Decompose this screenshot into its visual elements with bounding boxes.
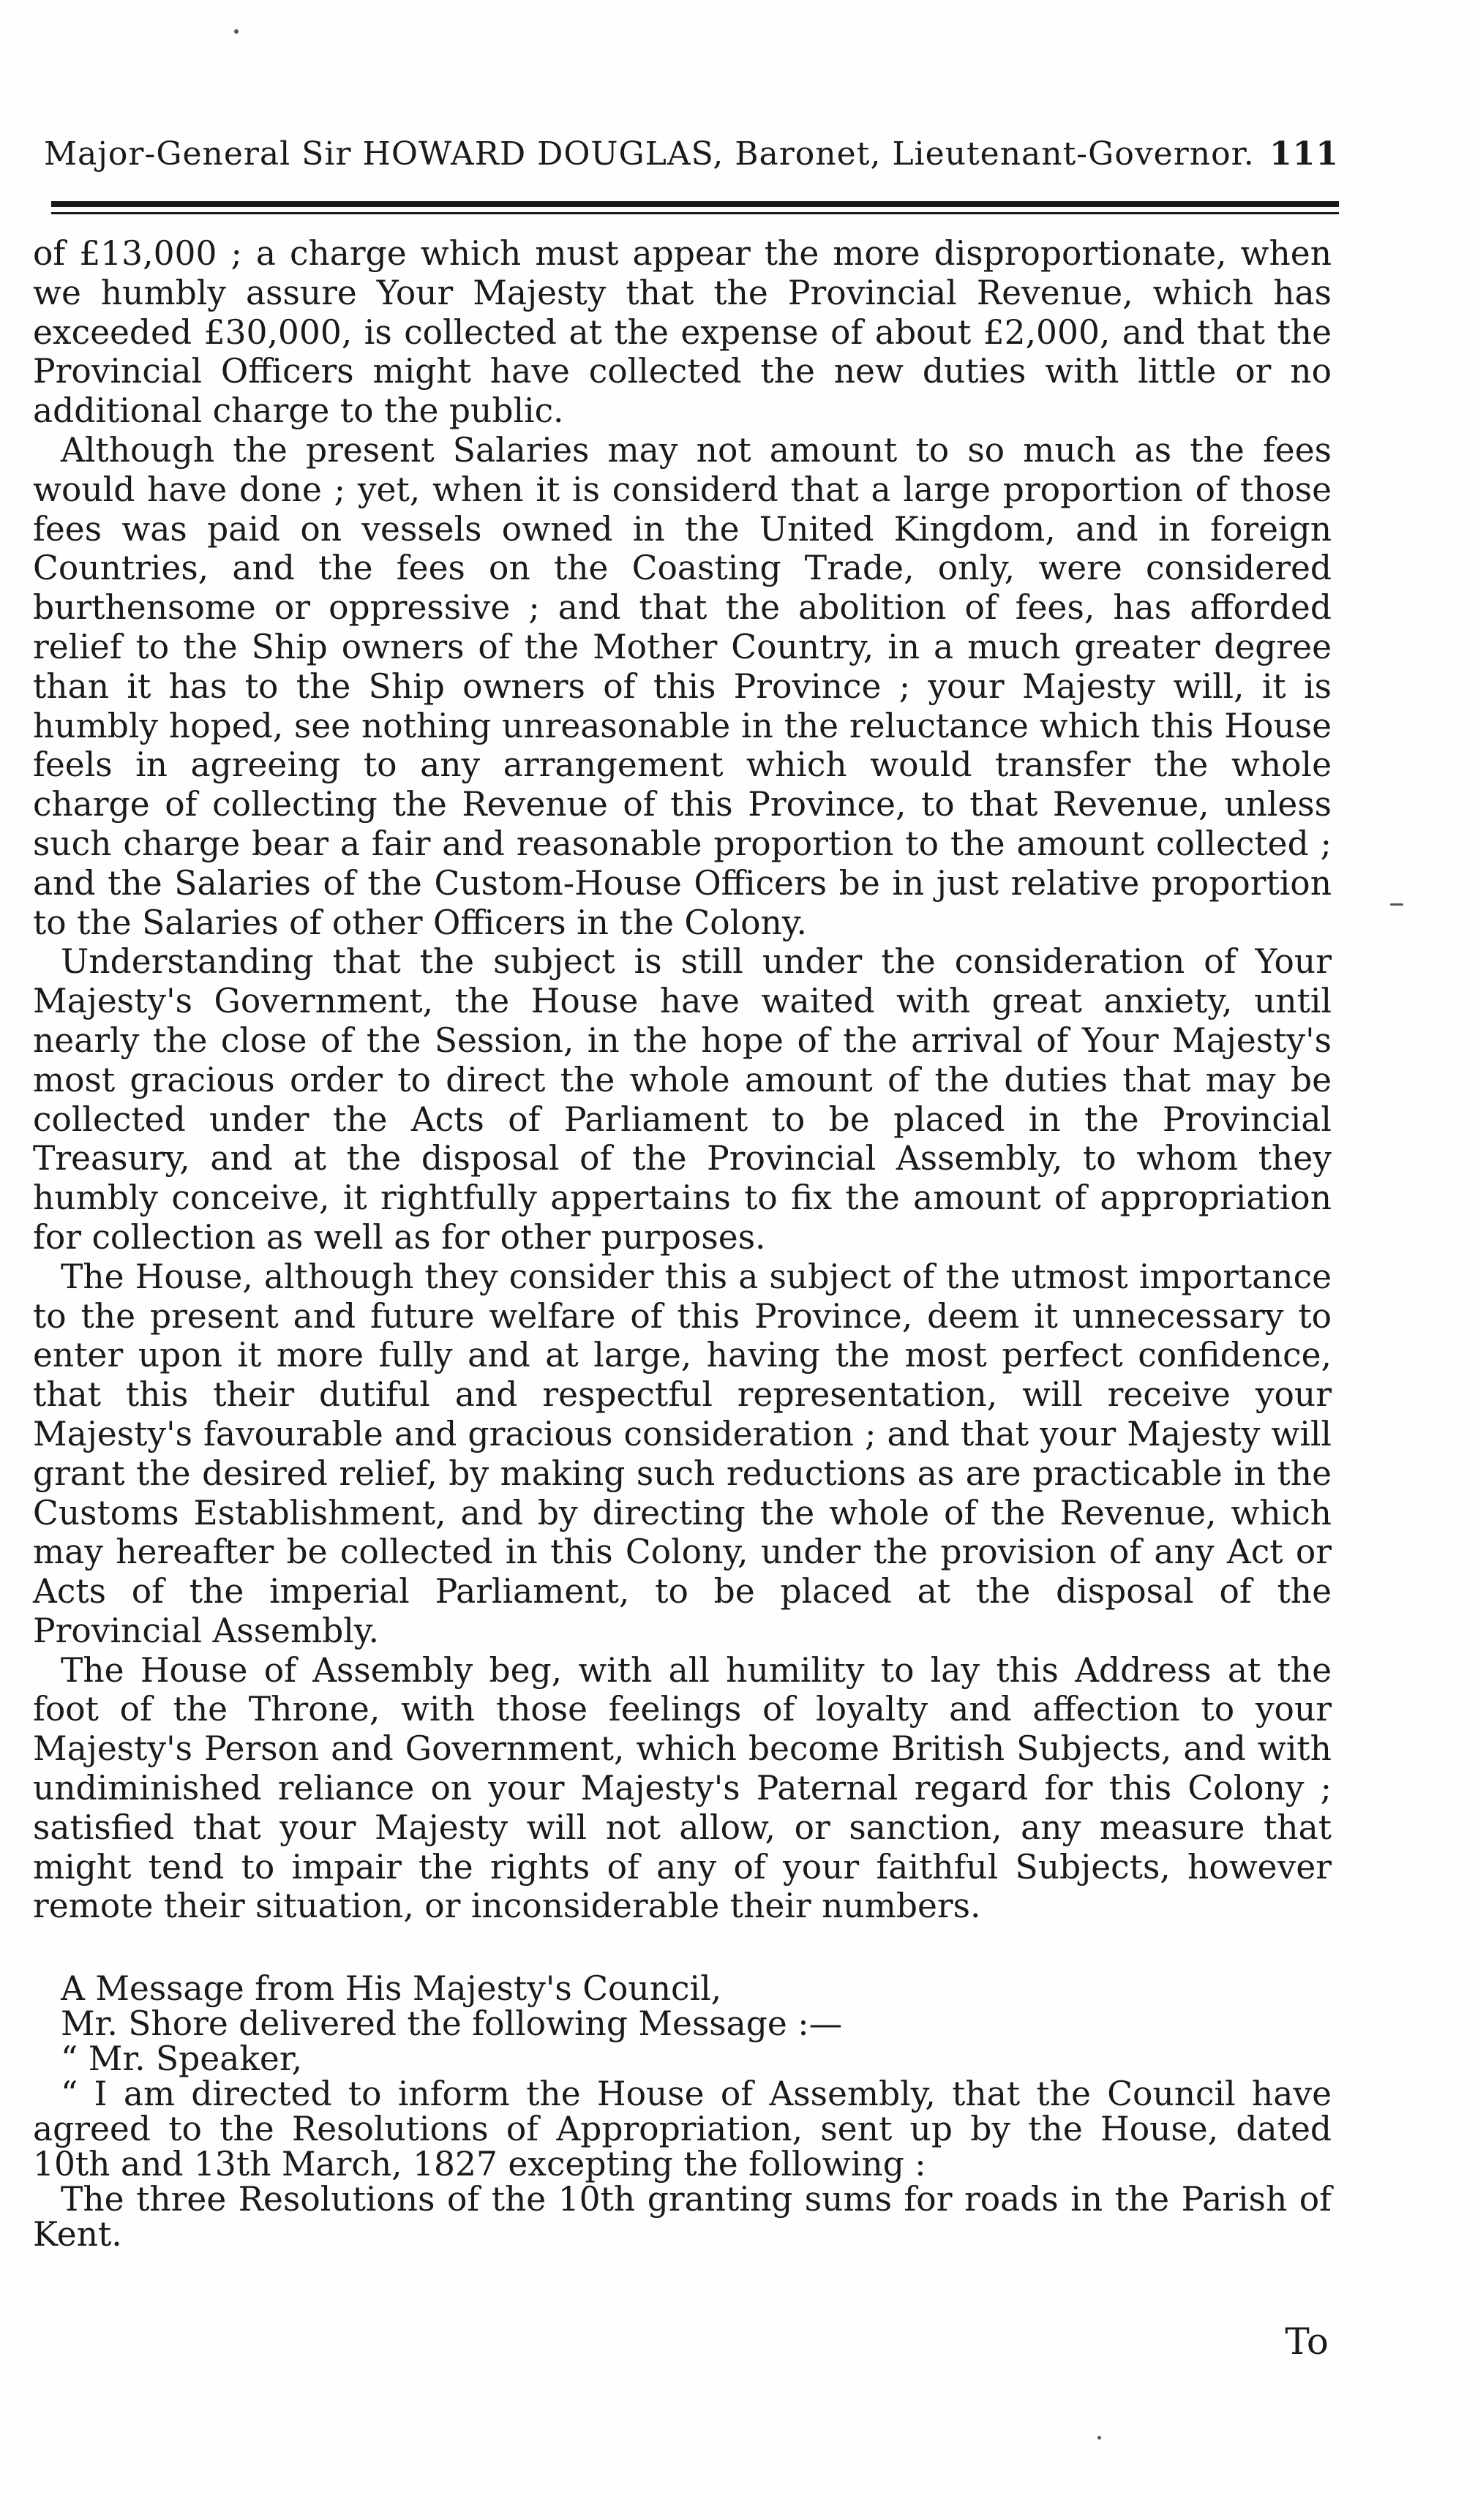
address-body: [33, 234, 1332, 1926]
paragraph-understanding: Understanding that the subject is still under the consideration of Your Majesty's Government, the House have waited with great anxiety, until nearly the close of the Session, in the hope of the arrival of Your Majesty's most gracious order to direct the whole amount of the duties that may be collected under the Acts of Parliament to be placed in the Provincial Treasury, and at the disposal of the Provincial Assembly, to whom they humbly conceive, it rightfully appertains to fix the amount of appropriation for collection as well as for other purposes.: [33, 942, 1332, 1257]
council-message: [33, 1971, 1332, 2252]
header-rule-thick: [51, 201, 1339, 207]
header-title: Major-General Sir HOWARD DOUGLAS, Baronet, Lieutenant-Governor.: [44, 135, 1255, 173]
running-header: [44, 135, 1339, 187]
scan-speck: [234, 29, 239, 34]
message-heading: A Message from His Majesty's Council,: [61, 1969, 722, 2008]
message-body: “ I am directed to inform the House of Assembly, that the Council have agreed to the Resolutions of Appropriation, sent up by the House, dated 10th and 13th March, 1827 excepting the following :: [33, 2075, 1332, 2184]
message-resolutions: The three Resolutions of the 10th granting sums for roads in the Parish of Kent.: [33, 2180, 1332, 2254]
scan-speck: [1390, 903, 1403, 906]
page-number: 111: [1269, 135, 1339, 173]
paragraph-continuation: of £13,000 ; a charge which must appear the more disproportionate, when we humbly assure Your Majesty that the Provincial Revenue, which has exceeded £30,000, is collected at the expense of about £2,000, and that the Provincial Officers might have collected the new duties with little or no additional charge to the public.: [33, 234, 1332, 431]
paragraph-house-beg: The House of Assembly beg, with all humility to lay this Address at the foot of the Throne, with those feelings of loyalty and affection to your Majesty's Person and Government, which become British Subjects, and with undiminished reliance on your Majesty's Paternal regard for this Colony ; satisfied that your Majesty will not allow, or sanction, any measure that might tend to impair the rights of any of your faithful Subjects, however remote their situation, or inconsiderable their numbers.: [33, 1650, 1332, 1926]
paragraph-house-consider: The House, although they consider this a subject of the utmost importance to the present and future welfare of this Province, deem it unnecessary to enter upon it more fully and at large, having the most perfect confidence, that this their dutiful and respectful representation, will receive your Majesty's favourable and gracious consideration ; and that your Majesty will grant the desired relief, by making such reductions as are practicable in the Customs Establishment, and by directing the whole of the Revenue, which may hereafter be collected in this Colony, under the provision of any Act or Acts of the imperial Parliament, to be placed at the disposal of the Provincial Assembly.: [33, 1257, 1332, 1650]
paragraph-salaries: Although the present Salaries may not amount to so much as the fees would have done ; yet, when it is considerd that a large proportion of those fees was paid on vessels owned in the United Kingdom, and in foreign Countries, and the fees on the Coasting Trade, only, were considered burthensome or oppressive ; and that the abolition of fees, has afforded relief to the Ship owners of the Mother Country, in a much greater degree than it has to the Ship owners of this Province ; your Majesty will, it is humbly hoped, see nothing unreasonable in the reluctance which this House feels in agreeing to any arrangement which would transfer the whole charge of collecting the Revenue of this Province, to that Revenue, unless such charge bear a fair and reasonable proportion to the amount collected ; and the Salaries of the Custom-House Officers be in just relative proportion to the Salaries of other Officers in the Colony.: [33, 430, 1332, 942]
message-delivered: Mr. Shore delivered the following Message :—: [61, 2004, 843, 2043]
message-salutation: “ Mr. Speaker,: [61, 2039, 303, 2078]
scan-speck: [1097, 2436, 1101, 2440]
catchword: To: [1285, 2320, 1329, 2363]
header-rule-thin: [51, 212, 1339, 214]
